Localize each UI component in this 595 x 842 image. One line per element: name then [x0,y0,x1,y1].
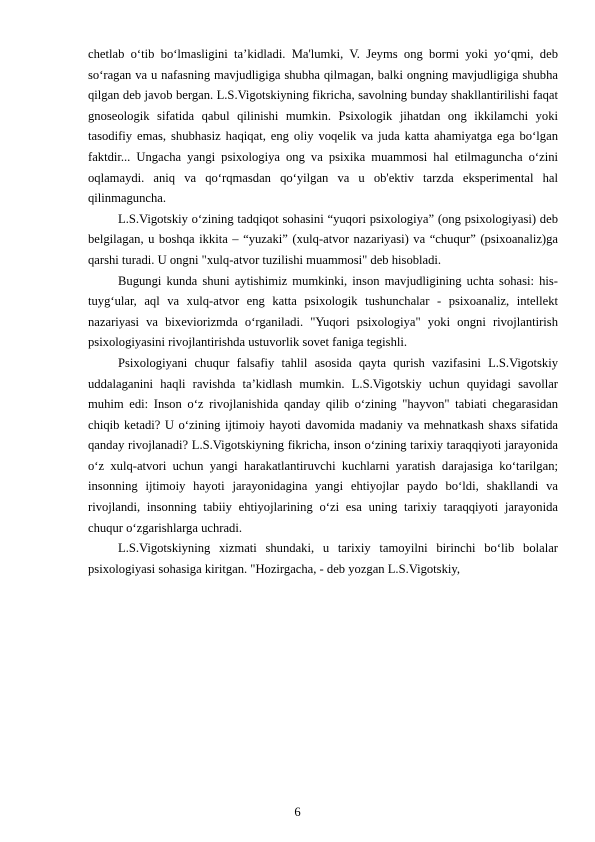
paragraph-continuation: chetlab o‘tib bo‘lmasligini ta’kidladi. Ma'lumki, V. Jeyms ong bormi yoki yo‘qmi, deb so‘ragan va u nafasning mavjudligiga shubha qilmagan, balki ongning mavjudligiga shubha qilgan deb javob bergan. L.S.Vigotskiyning fikricha, savolning bunday shakllantirilishi faqat gnoseologik sifatida qabul qilinishi mumkin. Psixologik jihatdan ong ikkilamchi yoki tasodifiy emas, shubhasiz haqiqat, eng oliy voqelik va juda katta ahamiyatga ega bo‘lgan faktdir... Ungacha yangi psixologiya ong va psixika muammosi hal etilmaguncha o‘zini oqlamaydi. aniq va qo‘rqmasdan qo‘yilgan va u ob'ektiv tarzda eksperimental hal qilinmaguncha. [88,47,558,206]
page-number: 6 [294,805,301,819]
paragraph-three-spheres: Bugungi kunda shuni aytishimiz mumkinki, inson mavjudligining uchta sohasi: his-tuyg‘ular, aql va xulq-atvor eng katta psixologik tushunchalar - psixoanaliz, intellekt nazariyasi va bixeviorizmda o‘rganiladi. "Yuqori psixologiya" yoki ongni rivojlantirish psixologiyasini rivojlantirishda ustuvorlik sovet faniga tegishli. [88,273,558,350]
paragraph-historical-principle: L.S.Vigotskiyning xizmati shundaki, u tarixiy tamoyilni birinchi bo‘lib bolalar psixologiyasi sohasiga kiritgan. "Hozirgacha, - deb yozgan L.S.Vigotskiy, [88,541,558,576]
paragraph-philosophical-analysis: Psixologiyani chuqur falsafiy tahlil asosida qayta qurish vazifasini L.S.Vigotskiy uddalaganini haqli ravishda ta’kidlash mumkin. L.S.Vigotskiy uchun quyidagi savollar muhim edi: Inson o‘z rivojlanishida qanday qilib o‘zining "hayvon" tabiati chegarasidan chiqib ketadi? U o‘zining ijtimoiy hayoti davomida madaniy va mehnatkash shaxs sifatida qanday rivojlanadi? L.S.Vigotskiyning fikricha, inson o‘zining tarixiy taraqqiyoti jarayonida o‘z xulq-atvori uchun yangi harakatlantiruvchi kuchlarni yaratish darajasiga ko‘tarilgan; insonning ijtimoiy hayoti jarayonidagina yangi ehtiyojlar paydo bo‘ldi, shakllandi va rivojlandi, insonning tabiiy ehtiyojlarining o‘zi esa uning tarixiy taraqqiyoti jarayonida chuqur o‘zgarishlarga uchradi. [88,355,558,535]
paragraph-higher-psychology: L.S.Vigotskiy o‘zining tadqiqot sohasini “yuqori psixologiya” (ong psixologiyasi) deb belgilagan, u boshqa ikkita – “yuzaki” (xulq-atvor nazariyasi) va “chuqur” (psixoanaliz)ga qarshi turadi. U ongni "xulq-atvor tuzilishi muammosi" deb hisobladi. [88,211,558,267]
page-body [88,44,558,579]
